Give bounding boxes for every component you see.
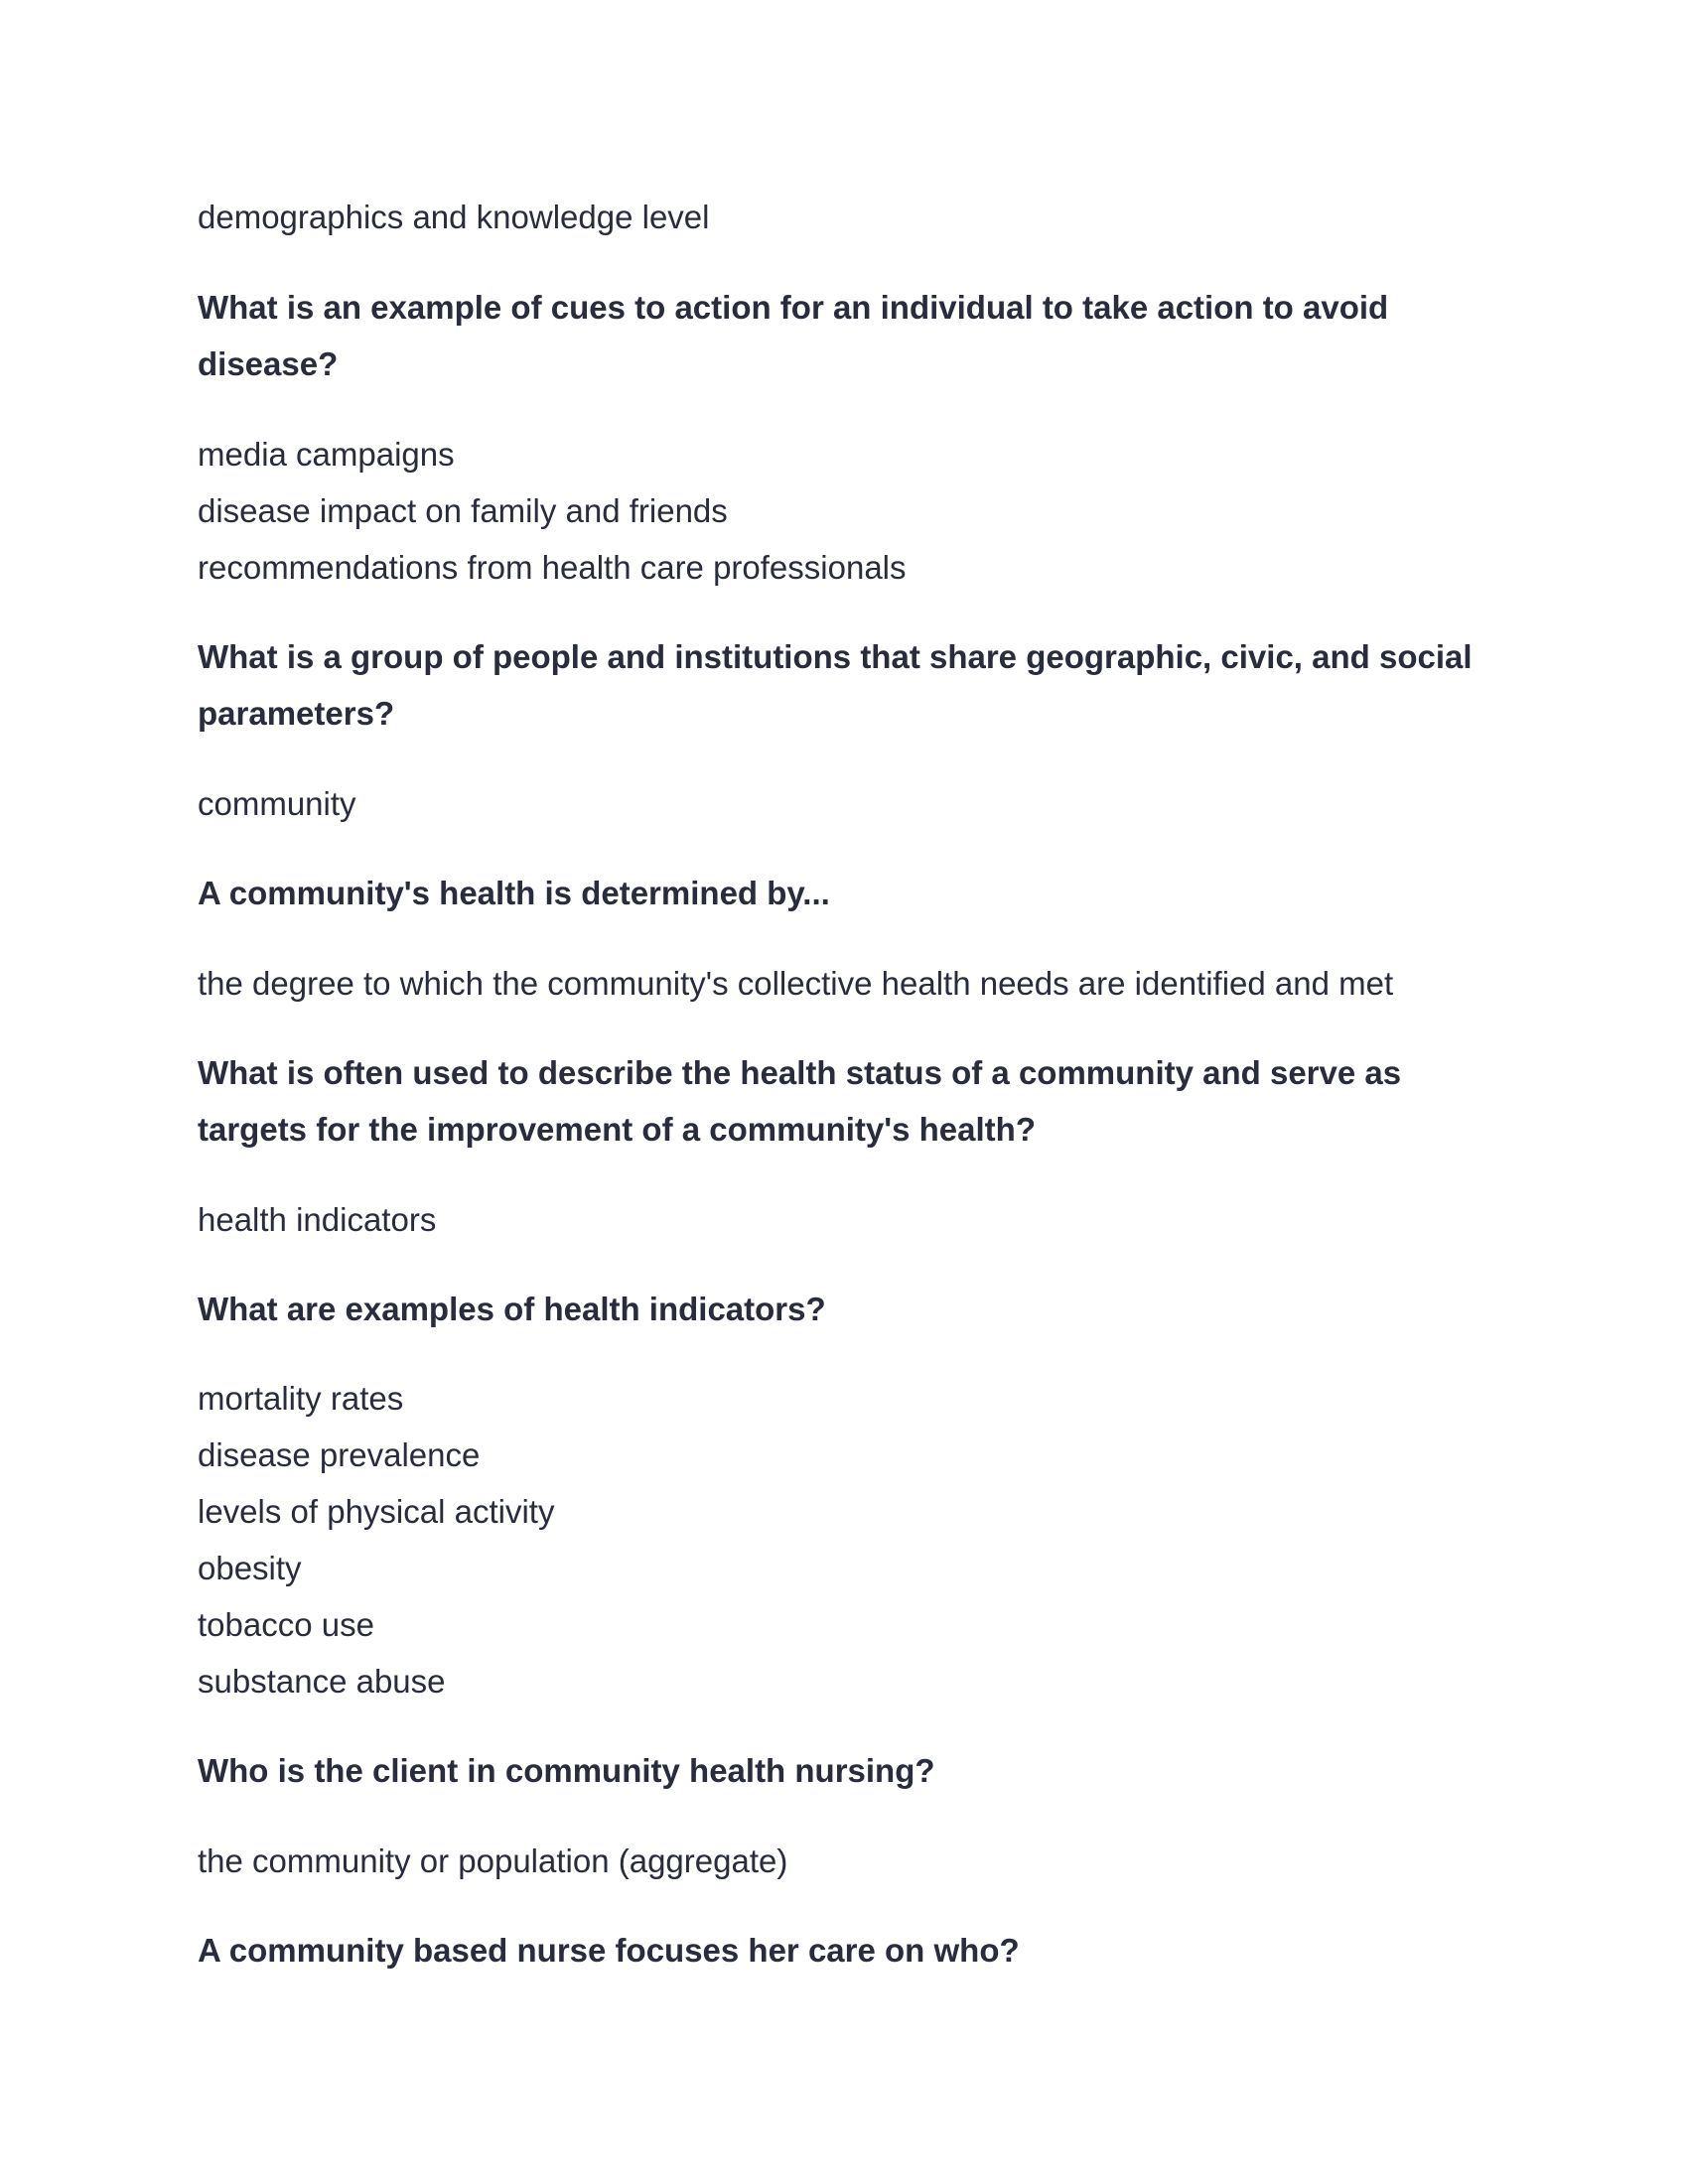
answer-text: the degree to which the community's collective health needs are identified and met xyxy=(198,965,1394,1002)
answer-text: mortality rates xyxy=(198,1380,404,1417)
question-text: Who is the client in community health nursing? xyxy=(198,1752,935,1789)
answer-text: substance abuse xyxy=(198,1663,446,1700)
question-text: A community's health is determined by... xyxy=(198,875,830,911)
question-text: What is an example of cues to action for an individual to take action to avoid xyxy=(198,289,1389,326)
question-text: What is a group of people and institutions that share geographic, civic, and social xyxy=(198,638,1473,675)
answer-text: disease prevalence xyxy=(198,1436,481,1473)
question-text: targets for the improvement of a community's health? xyxy=(198,1111,1036,1148)
answer-text: community xyxy=(198,785,356,822)
question-text: What are examples of health indicators? xyxy=(198,1291,826,1327)
question-text: parameters? xyxy=(198,695,395,732)
answer-text: obesity xyxy=(198,1550,302,1586)
question-text: A community based nurse focuses her care on who? xyxy=(198,1932,1020,1969)
answer-text: media campaigns xyxy=(198,436,455,473)
answer-text: tobacco use xyxy=(198,1606,374,1643)
answer-text: recommendations from health care professionals xyxy=(198,549,907,586)
answer-text: demographics and knowledge level xyxy=(198,199,710,235)
question-text: disease? xyxy=(198,345,339,382)
question-text: What is often used to describe the health status of a community and serve as xyxy=(198,1054,1402,1091)
answer-text: levels of physical activity xyxy=(198,1493,555,1530)
answer-text: the community or population (aggregate) xyxy=(198,1843,788,1879)
answer-text: disease impact on family and friends xyxy=(198,492,728,529)
answer-text: health indicators xyxy=(198,1201,437,1238)
